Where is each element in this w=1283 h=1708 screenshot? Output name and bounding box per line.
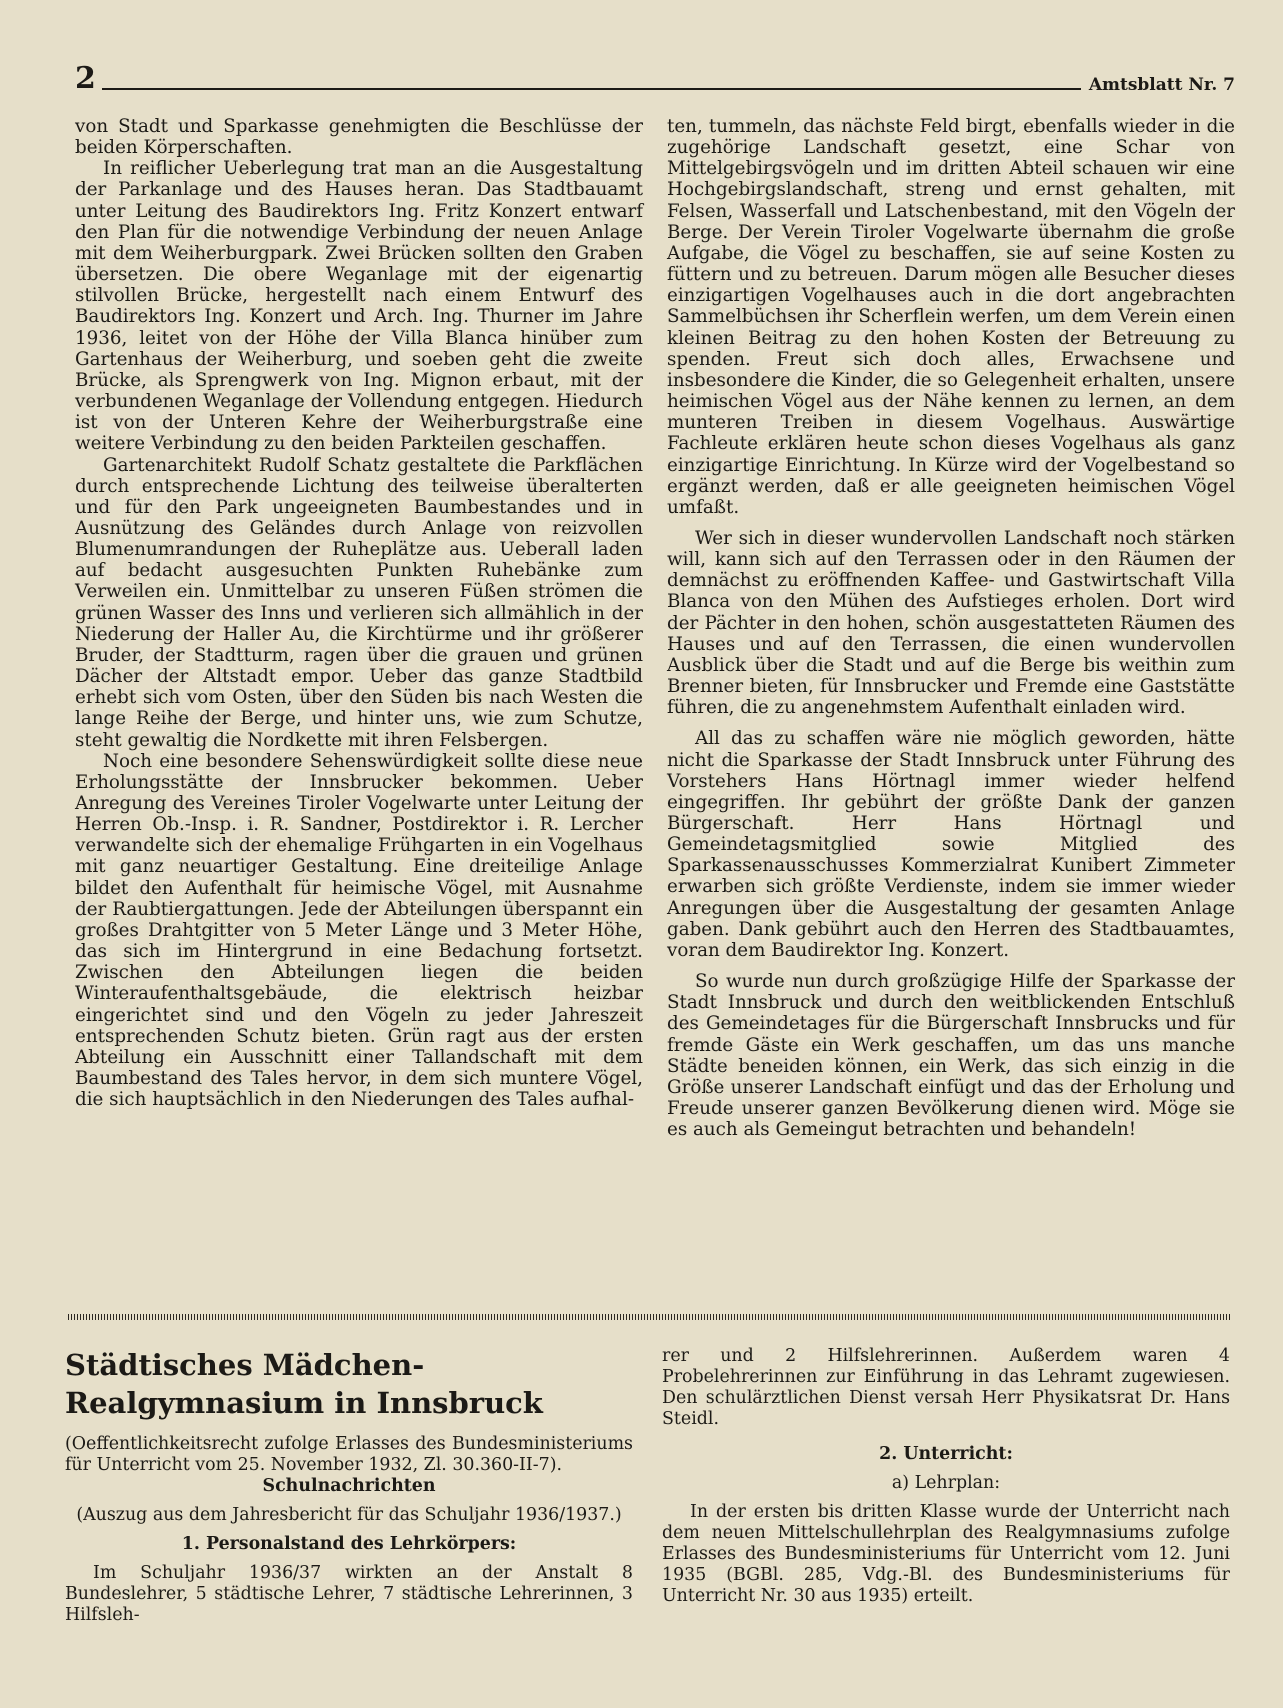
paragraph: So wurde nun durch großzügige Hilfe der Sparkasse der Stadt Innsbruck und durch den weitblickenden Entschluß des Gemeindetages für die Bürgerschaft Innsbrucks und für fremde Gäste ein Werk geschaffen, um das uns manche Städte beneiden können, ein Werk, das sich einzig in die Größe unserer Landschaft einfügt und das der Erholung und Freude unserer ganzen Bevölkerung dienen wird. Möge sie es auch als Gemeingut betrachten und behandeln! (667, 971, 1235, 1141)
left-column (75, 116, 643, 1110)
section-separator (68, 1314, 1230, 1320)
section-title: Schulnachrichten (262, 1476, 436, 1496)
paragraph: ten, tummeln, das nächste Feld birgt, ebenfalls wieder in die zugehörige Landschaft gesetzt, eine Schar von Mittelgebirgsvögeln und im dritten Abteil schauen wir eine Hochgebirgslandschaft, streng und ernst gehalten, mit Felsen, Wasserfall und Latschenbestand, mit den Vögeln der Berge. Der Verein Tiroler Vogelwarte übernahm die große Aufgabe, die Vögel zu beschaffen, sie auf seine Kosten zu füttern und zu betreuen. Darum mögen alle Besucher dieses einzigartigen Vogelhauses auch in die dort angebrachten Sammelbüchsen ihr Scherflein werfen, um dem Verein einen kleinen Beitrag zu den hohen Kosten der Betreuung zu spenden. Freut sich doch alles, Erwachsene und insbesondere die Kinder, die so Gelegenheit erhalten, unsere heimischen Vögel aus der Nähe kennen zu lernen, an dem munteren Treiben in diesem Vogelhaus. Auswärtige Fachleute erklären heute schon dieses Vogelhaus als ganz einzigartige Einrichtung. In Kürze wird der Vogelbestand so ergänzt werden, daß er alle geeigneten heimischen Vögel umfaßt. (667, 116, 1235, 518)
article-headline: Städtisches Mädchen-Realgymnasium in Innsbruck (65, 1348, 543, 1420)
right-column (667, 116, 1235, 1140)
heading-personnel: 1. Personalstand des Lehrkörpers: (181, 1534, 517, 1554)
paragraph: rer und 2 Hilfslehrerinnen. Außerdem waren 4 Probelehrerinnen zur Einführung in das Lehramt zugewiesen. Den schulärztlichen Dienst versah Herr Physikatsrat Dr. Hans Steidl. (662, 1346, 1230, 1429)
article-left-column (65, 1346, 633, 1626)
section-subtitle: (Auszug aus dem Jahresbericht für das Schuljahr 1936/1937.) (76, 1505, 622, 1525)
paragraph: Im Schuljahr 1936/37 wirkten an der Anstalt 8 Bundeslehrer, 5 städtische Lehrer, 7 städtische Lehrerinnen, 3 Hilfsleh- (65, 1563, 633, 1625)
page-number: 2 (75, 61, 96, 96)
page-header (75, 61, 1235, 96)
paragraph: In der ersten bis dritten Klasse wurde der Unterricht nach dem neuen Mittelschullehrplan des Realgymnasiums zufolge Erlasses des Bundesministeriums für Unterricht vom 12. Juni 1935 (BGBl. 285, Vdg.-Bl. des Bundesministeriums für Unterricht Nr. 30 aus 1935) erteilt. (662, 1502, 1230, 1606)
paragraph: All das zu schaffen wäre nie möglich geworden, hätte nicht die Sparkasse der Stadt Innsbruck unter Führung des Vorstehers Hans Hörtnagl immer wieder helfend eingegriffen. Ihr gebührt der größte Dank der ganzen Bürgerschaft. Herr Hans Hörtnagl und Gemeindetagsmitglied sowie Mitglied des Sparkassenausschusses Kommerzialrat Kunibert Zimmeter erwarben sich größte Verdienste, indem sie immer wieder Anregungen über die Ausgestaltung der gesamten Anlage gaben. Dank gebührt auch den Herren des Stadtbauamtes, voran dem Baudirektor Ing. Konzert. (667, 728, 1235, 961)
article-subtitle: (Oeffentlichkeitsrecht zufolge Erlasses des Bundesministeriums für Unterricht vom 25. November 1932, Zl. 30.360-II-7). (65, 1434, 633, 1475)
paragraph: Noch eine besondere Sehenswürdigkeit sollte diese neue Erholungsstätte der Innsbrucker bekommen. Ueber Anregung des Vereines Tiroler Vogelwarte unter Leitung der Herren Ob.-Insp. i. R. Sandner, Postdirektor i. R. Lercher verwandelte sich der ehemalige Frühgarten in ein Vogelhaus mit ganz neuartiger Gestaltung. Eine dreiteilige Anlage bildet den Aufenthalt für heimische Vögel, mit Ausnahme der Raubtiergattungen. Jede der Abteilungen überspannt ein großes Drahtgitter von 5 Meter Länge und 3 Meter Höhe, das sich im Hintergrund in eine Bedachung fortsetzt. Zwischen den Abteilungen liegen die beiden Winteraufenthaltsgebäude, die elektrisch heizbar eingerichtet sind und den Vögeln zu jeder Jahreszeit entsprechenden Schutz bieten. Grün ragt aus der ersten Abteilung ein Ausschnitt einer Tallandschaft mit dem Baumbestand des Tales hervor, in dem sich muntere Vögel, die sich hauptsächlich in den Niederungen des Tales aufhal- (75, 750, 643, 1111)
subheading-curriculum: a) Lehrplan: (891, 1473, 1001, 1493)
paragraph: In reiflicher Ueberlegung trat man an die Ausgestaltung der Parkanlage und des Hauses heran. Das Stadtbauamt unter Leitung des Baudirektors Ing. Fritz Konzert entwarf den Plan für die notwendige Verbindung der neuen Anlage mit dem Weiherburgpark. Zwei Brücken sollten den Graben übersetzen. Die obere Weganlage mit der eigenartig stilvollen Brücke, hergestellt nach einem Entwurf des Baudirektors Ing. Konzert und Arch. Ing. Thurner im Jahre 1936, leitet von der Höhe der Villa Blanca hinüber zum Gartenhaus der Weiherburg, und soeben geht die zweite Brücke, als Sprengwerk von Ing. Mignon erbaut, mit der verbundenen Weganlage der Vollendung entgegen. Hiedurch ist von der Unteren Kehre der Weiherburgstraße eine weitere Verbindung zu den beiden Parkteilen geschaffen. (75, 158, 643, 455)
heading-instruction: 2. Unterricht: (879, 1444, 1013, 1464)
journal-title: Amtsblatt Nr. 7 (1088, 75, 1235, 95)
paragraph: Wer sich in dieser wundervollen Landschaft noch stärken will, kann sich auf den Terrassen oder in den Räumen der demnächst zu eröffnenden Kaffee- und Gastwirtschaft Villa Blanca von den Mühen des Aufstieges erholen. Dort wird der Pächter in den hohen, schön ausgestatteten Räumen des Hauses und auf den Terrassen, die einen wundervollen Ausblick über die Stadt und auf die Berge bis weithin zum Brenner bieten, für Innsbrucker und Fremde eine Gaststätte führen, die zu angenehmstem Aufenthalt einladen wird. (667, 527, 1235, 719)
paragraph: Gartenarchitekt Rudolf Schatz gestaltete die Parkflächen durch entsprechende Lichtung des teilweise überalterten und für den Park ungeeigneten Baumbestandes und in Ausnützung des Geländes durch Anlage von reizvollen Blumenumrandungen der Ruheplätze aus. Ueberall laden auf bedacht ausgesuchten Punkten Ruhebänke zum Verweilen ein. Unmittelbar zu unseren Füßen strömen die grünen Wasser des Inns und verlieren sich allmählich in der Niederung der Haller Au, die Kirchtürme und ihr größerer Bruder, der Stadtturm, ragen über die grauen und grünen Dächer der Altstadt empor. Ueber das ganze Stadtbild erhebt sich vom Osten, über den Süden bis nach Westen die lange Reihe der Berge, und hinter uns, wie zum Schutze, steht gewaltig die Nordkette mit ihren Felsbergen. (75, 454, 643, 751)
article-right-column (662, 1346, 1230, 1607)
paragraph: von Stadt und Sparkasse genehmigten die Beschlüsse der beiden Körperschaften. (75, 116, 643, 159)
header-rule (102, 88, 1081, 90)
